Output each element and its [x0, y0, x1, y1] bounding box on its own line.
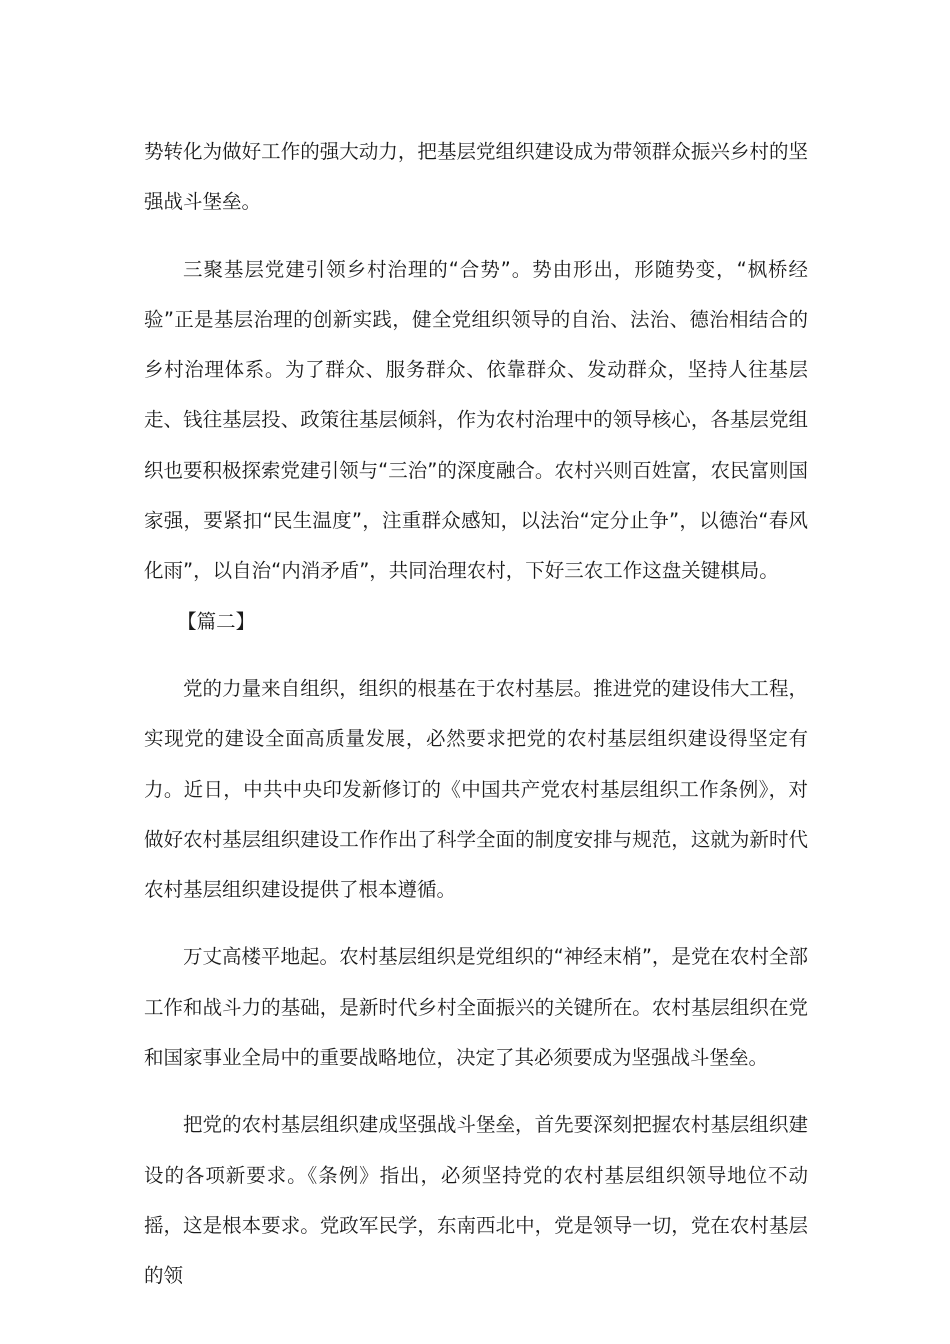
paragraph-party-strength: 党的力量来自组织，组织的根基在于农村基层。推进党的建设伟大工程，实现党的建设全面高质量发展，必然要求把党的农村基层组织建设得坚定有力。近日，中共中央印发新修订的《中国共产党农村基层组织工作条例》，对做好农村基层组织建设工作作出了科学全面的制度安排与规范，这就为新时代农村基层组织建设提供了根本遵循。 [144, 676, 808, 902]
paragraph-foundation: 万丈高楼平地起。农村基层组织是党组织的“神经末梢”，是党在农村全部工作和战斗力的基础，是新时代乡村全面振兴的关键所在。农村基层组织在党和国家事业全局中的重要战略地位，决定了其必须要成为坚强战斗堡垒。 [144, 945, 808, 1070]
document-body [144, 127, 808, 1302]
paragraph-requirements: 把党的农村基层组织建成坚强战斗堡垒，首先要深刻把握农村基层组织建设的各项新要求。《条例》指出，必须坚持党的农村基层组织领导地位不动摇，这是根本要求。党政军民学，东南西北中，党是领导一切，党在农村基层的领 [144, 1113, 808, 1288]
paragraph-continuation: 势转化为做好工作的强大动力，把基层党组织建设成为带领群众振兴乡村的坚强战斗堡垒。 [144, 140, 808, 214]
section-heading: 【篇二】 [177, 609, 256, 633]
paragraph-rural-governance: 三聚基层党建引领乡村治理的“合势”。势由形出，形随势变，“枫桥经验”正是基层治理的创新实践，健全党组织领导的自治、法治、德治相结合的乡村治理体系。为了群众、服务群众、依靠群众、发动群众，坚持人往基层走、钱往基层投、政策往基层倾斜，作为农村治理中的领导核心，各基层党组织也要积极探索党建引领与“三治”的深度融合。农村兴则百姓富，农民富则国家强，要紧扣“民生温度”，注重群众感知，以法治“定分止争”，以德治“春风化雨”，以自治“内消矛盾”，共同治理农村，下好三农工作这盘关键棋局。 [144, 257, 808, 583]
